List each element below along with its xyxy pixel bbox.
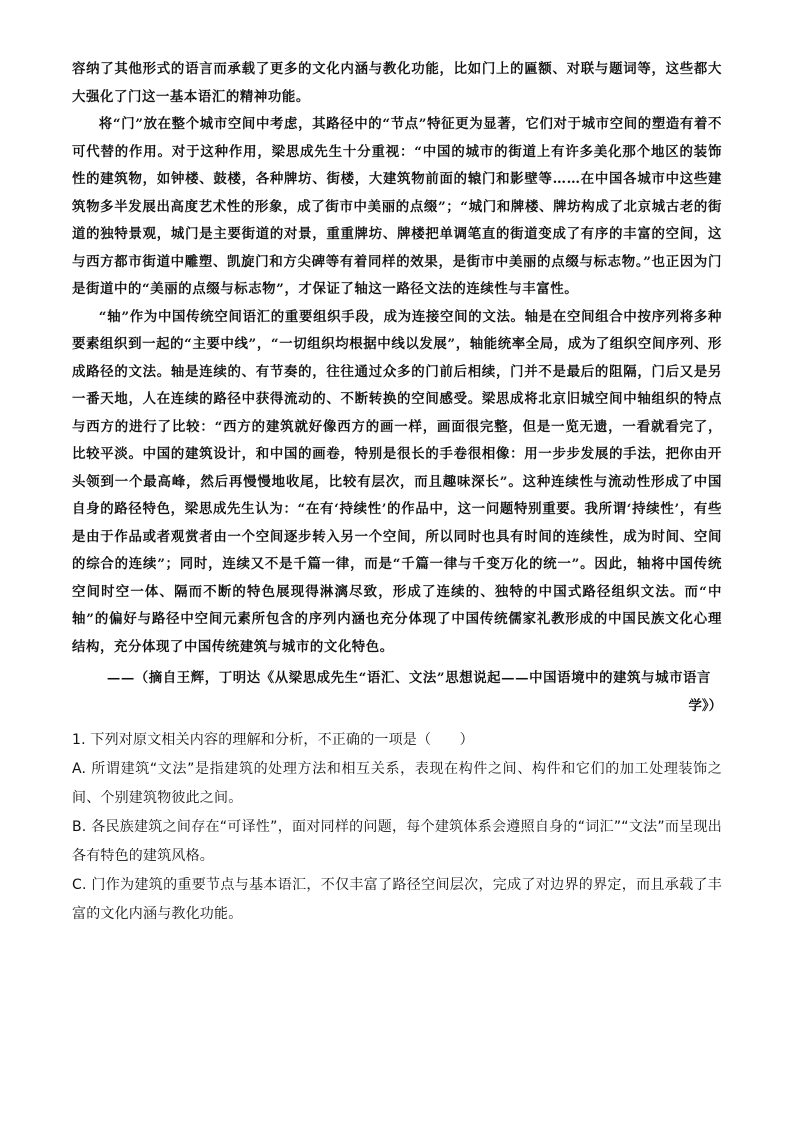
passage-paragraph-3: “轴”作为中国传统空间语汇的重要组织手段，成为连接空间的文法。轴是在空间组合中按序列将多种要素组织到一起的“主要中线”，“一切组织均根据中线以发展”，轴能统率全局，成为了组织空间序列、形成路径的文法。轴是连续的、有节奏的，往往通过众多的门前后相续，门并不是最后的阻隔，门后又是另一番天地，人在连续的路径中获得流动的、不断转换的空间感受。梁思成将北京旧城空间中轴组织的特点与西方的进行了比较：“西方的建筑就好像西方的画一样，画面很完整，但是一览无遗，一看就看完了，比较平淡。中国的建筑设计，和中国的画卷，特别是很长的手卷很相像：用一步步发展的手法，把你由开头领到一个最高峰，然后再慢慢地收尾，比较有层次，而且趣味深长”。这种连续性与流动性形成了中国自身的路径特色，梁思成先生认为：“在有‘持续性’的作品中，这一问题特别重要。我所谓‘持续性’，有些是由于作品或者观赏者由一个空间逐步转入另一个空间，所以同时也具有时间的连续性，成为时间、空间的综合的连续”；同时，连续又不是千篇一律，而是“千篇一律与千变万化的统一”。因此，轴将中国传统空间时空一体、隔而不断的特色展现得淋漓尽致，形成了连续的、独特的中国式路径组织文法。而“中轴”的偏好与路径中空间元素所包含的序列内涵也充分体现了中国传统儒家礼教形成的中国民族文化心理结构，充分体现了中国传统建筑与城市的文化特色。 (72, 308, 722, 655)
passage-source-end: 学》） (688, 697, 722, 714)
passage-paragraph-2: 将“门”放在整个城市空间中考虑，其路径中的“节点”特征更为显著，它们对于城市空间的塑造有着不可代替的作用。对于这种作用，梁思成先生十分重视：“中国的城市的街道上有许多美化那个地区的装饰性的建筑物，如钟楼、鼓楼，各种牌坊、街楼，大建筑物前面的辕门和影壁等……在中国各城市中这些建筑物多半发展出高度艺术性的形象，成了街市中美丽的点缀”；“城门和牌楼、牌坊构成了北京城古老的街道的独特景观，城门是主要街道的对景，重重牌坊、牌楼把单调笔直的街道变成了有序的丰富的空间，这与西方都市街道中雕塑、凯旋门和方尖碑等有着同样的效果，是街市中美丽的点缀与标志物。”也正因为门是街道中的“美丽的点缀与标志物”，才保证了轴这一路径文法的连续性与丰富性。 (72, 116, 722, 297)
question-stem: 1. 下列对原文相关内容的理解和分析，不正确的一项是（ ） (72, 732, 474, 748)
passage-source: ——（摘自王辉，丁明达《从梁思成先生“语汇、文法”思想说起——中国语境中的建筑与城市语言 (106, 670, 712, 686)
question-option-a: A. 所谓建筑“文法”是指建筑的处理方法和相互关系，表现在构件之间、构件和它们的加工处理装饰之间、个别建筑物彼此之间。 (72, 761, 722, 806)
passage-paragraph-1: 容纳了其他形式的语言而承载了更多的文化内涵与教化功能，比如门上的匾额、对联与题词等，这些都大大强化了门这一基本语汇的精神功能。 (72, 61, 722, 105)
question-option-c: C. 门作为建筑的重要节点与基本语汇，不仅丰富了路径空间层次，完成了对边界的界定，而且承载了丰富的文化内涵与教化功能。 (72, 877, 722, 922)
question-option-b: B. 各民族建筑之间存在“可译性”，面对同样的问题，每个建筑体系会遵照自身的“词汇”“文法”而呈现出各有特色的建筑风格。 (72, 819, 722, 864)
document-page (72, 56, 722, 929)
question-block (72, 726, 722, 929)
reading-passage (72, 56, 722, 720)
